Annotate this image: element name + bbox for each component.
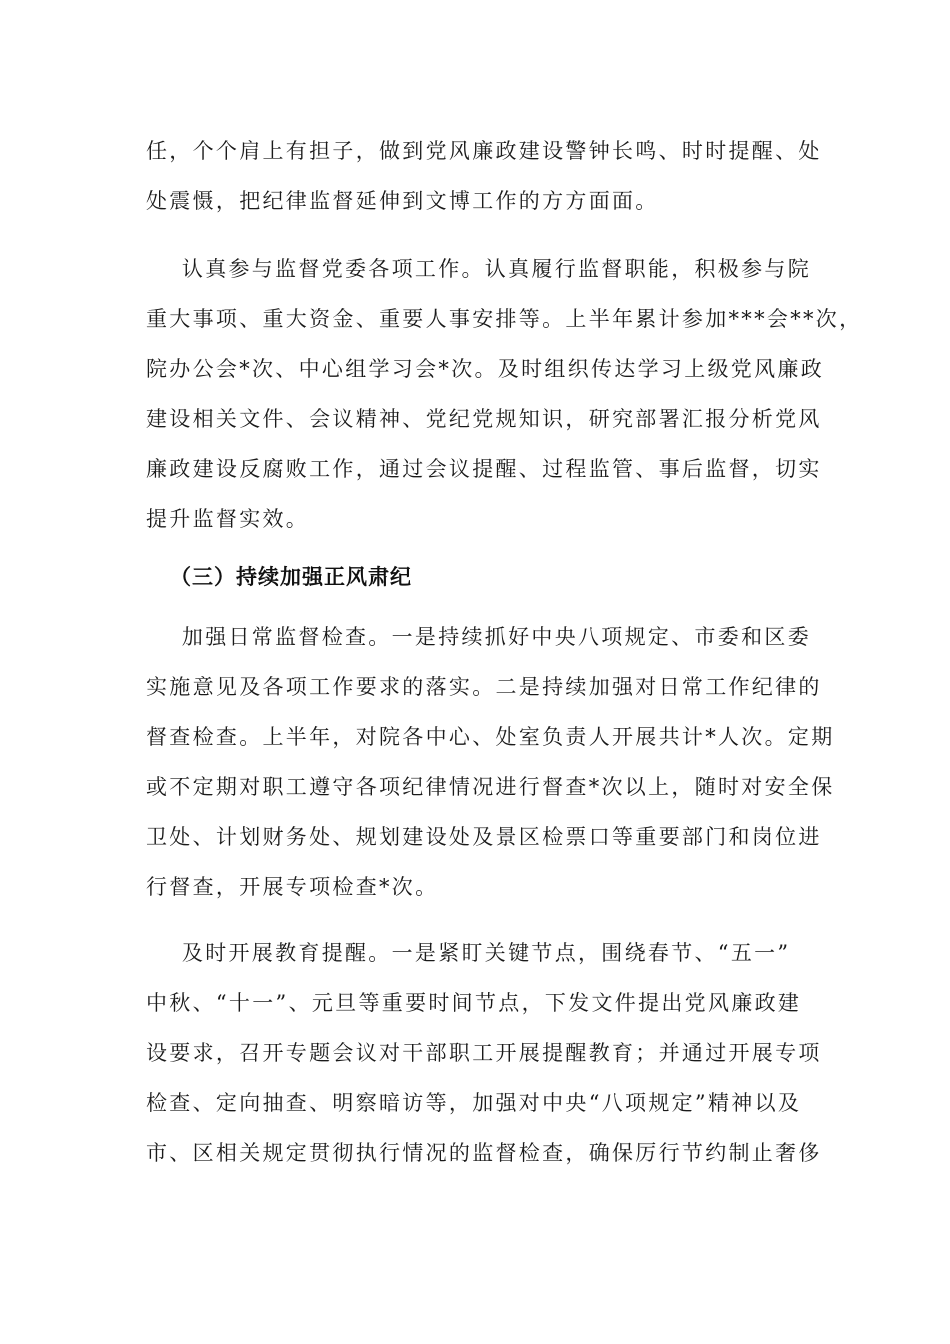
- text-line: 建设相关文件、会议精神、党纪党规知识，研究部署汇报分析党风: [146, 407, 822, 431]
- section-heading: （三）持续加强正风肃纪: [170, 565, 412, 589]
- text-line: 卫处、计划财务处、规划建设处及景区检票口等重要部门和岗位进: [146, 825, 822, 849]
- text-line: 处震慑，把纪律监督延伸到文博工作的方方面面。: [146, 189, 659, 213]
- text-line: 市、区相关规定贯彻执行情况的监督检查，确保厉行节约制止奢侈: [146, 1141, 822, 1165]
- text-line: 行督查，开展专项检查*次。: [146, 875, 439, 899]
- text-line: 或不定期对职工遵守各项纪律情况进行督查*次以上，随时对安全保: [146, 775, 835, 799]
- text-line: 督查检查。上半年，对院各中心、处室负责人开展共计*人次。定期: [146, 725, 835, 749]
- text-line: 及时开展教育提醒。一是紧盯关键节点，围绕春节、“五一”: [146, 941, 791, 965]
- text-line: 加强日常监督检查。一是持续抓好中央八项规定、市委和区委: [146, 625, 811, 649]
- text-line: 实施意见及各项工作要求的落实。二是持续加强对日常工作纪律的: [146, 675, 822, 699]
- text-line: 检查、定向抽查、明察暗访等，加强对中央“八项规定”精神以及: [146, 1091, 802, 1115]
- text-line: 设要求，召开专题会议对干部职工开展提醒教育；并通过开展专项: [146, 1041, 822, 1065]
- text-line: 任，个个肩上有担子，做到党风廉政建设警钟长鸣、时时提醒、处: [146, 139, 822, 163]
- text-line: 提升监督实效。: [146, 507, 310, 531]
- text-line: 廉政建设反腐败工作，通过会议提醒、过程监管、事后监督，切实: [146, 457, 822, 481]
- text-line: 认真参与监督党委各项工作。认真履行监督职能，积极参与院: [146, 257, 811, 281]
- text-line: 重大事项、重大资金、重要人事安排等。上半年累计参加***会**次，: [146, 307, 863, 331]
- text-line: 院办公会*次、中心组学习会*次。及时组织传达学习上级党风廉政: [146, 357, 824, 381]
- text-line: 中秋、“十一”、元旦等重要时间节点，下发文件提出党风廉政建: [146, 991, 802, 1015]
